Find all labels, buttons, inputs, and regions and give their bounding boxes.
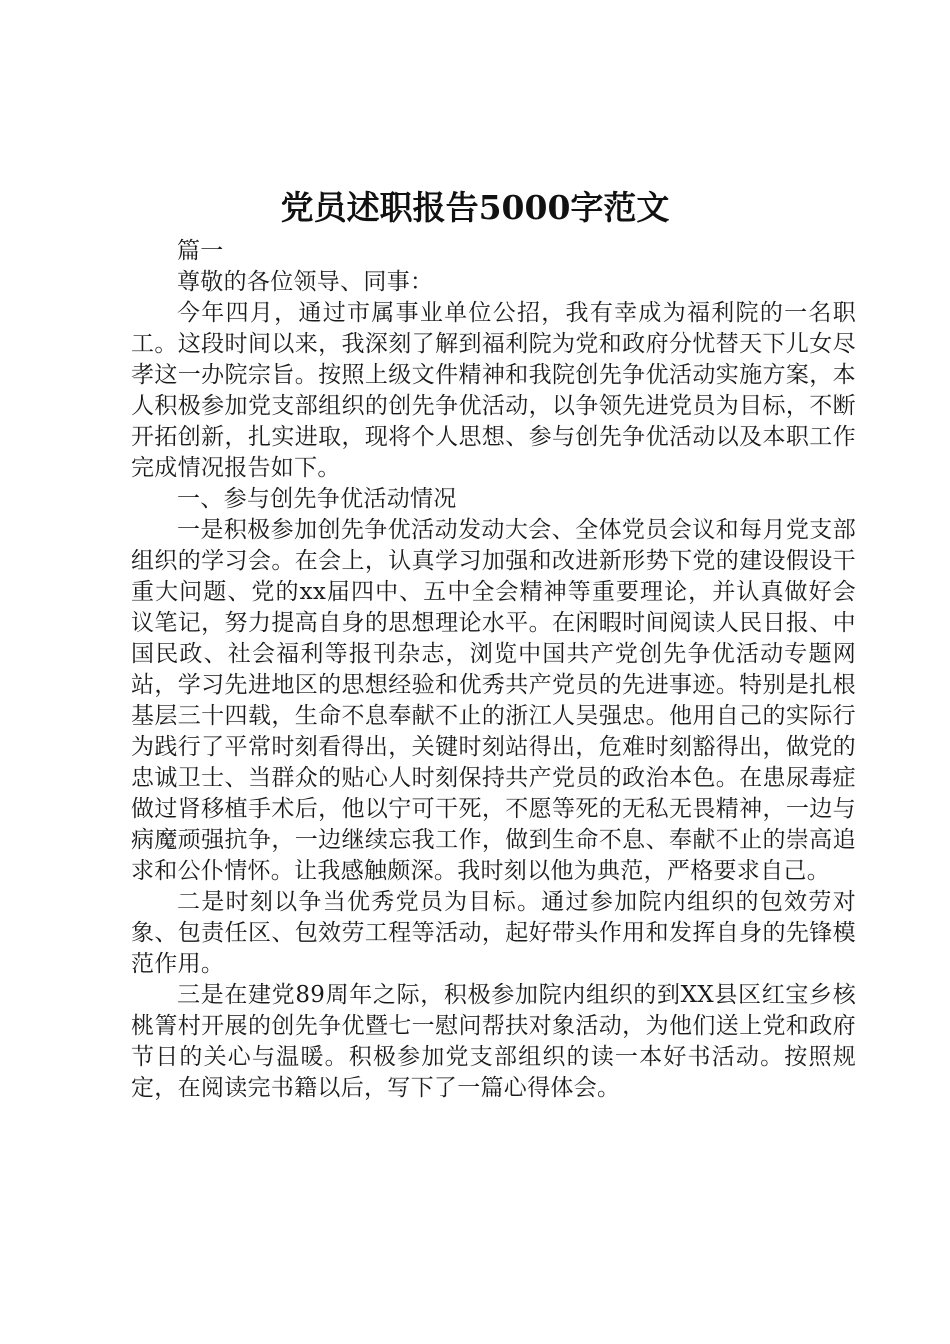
document-body [131,236,856,1104]
body-paragraph: 今年四月，通过市属事业单位公招，我有幸成为福利院的一名职工。这段时间以来，我深刻了解到福利院为党和政府分忧替天下儿女尽孝这一办院宗旨。按照上级文件精神和我院创先争优活动实施方案，本人积极参加党支部组织的创先争优活动，以争领先进党员为目标，不断开拓创新，扎实进取，现将个人思想、参与创先争优活动以及本职工作完成情况报告如下。 [131,300,856,481]
body-paragraph: 二是时刻以争当优秀党员为目标。通过参加院内组织的包效劳对象、包责任区、包效劳工程等活动，起好带头作用和发挥自身的先锋模范作用。 [131,889,856,977]
body-paragraph: 三是在建党89周年之际，积极参加院内组织的到XX县区红宝乡核桃箐村开展的创先争优暨七一慰问帮扶对象活动，为他们送上党和政府节日的关心与温暖。积极参加党支部组织的读一本好书活动。按照规定，在阅读完书籍以后，写下了一篇心得体会。 [131,982,856,1101]
salutation: 尊敬的各位领导、同事： [177,269,434,295]
document-title: 党员述职报告5000字范文 [280,188,670,227]
section-label: 篇一 [177,238,224,264]
section-heading: 一、参与创先争优活动情况 [177,486,457,512]
body-paragraph: 一是积极参加创先争优活动发动大会、全体党员会议和每月党支部组织的学习会。在会上，认真学习加强和改进新形势下党的建设假设干重大问题、党的xx届四中、五中全会精神等重要理论，并认真做好会议笔记，努力提高自身的思想理论水平。在闲暇时间阅读人民日报、中国民政、社会福利等报刊杂志，浏览中国共产党创先争优活动专题网站，学习先进地区的思想经验和优秀共产党员的先进事迹。特别是扎根基层三十四载，生命不息奉献不止的浙江人吴强忠。他用自己的实际行为践行了平常时刻看得出，关键时刻站得出，危难时刻豁得出，做党的忠诚卫士、当群众的贴心人时刻保持共产党员的政治本色。在患尿毒症做过肾移植手术后，他以宁可干死，不愿等死的无私无畏精神，一边与病魔顽强抗争，一边继续忘我工作，做到生命不息、奉献不止的崇高追求和公仆情怀。让我感触颇深。我时刻以他为典范，严格要求自己。 [131,517,856,884]
